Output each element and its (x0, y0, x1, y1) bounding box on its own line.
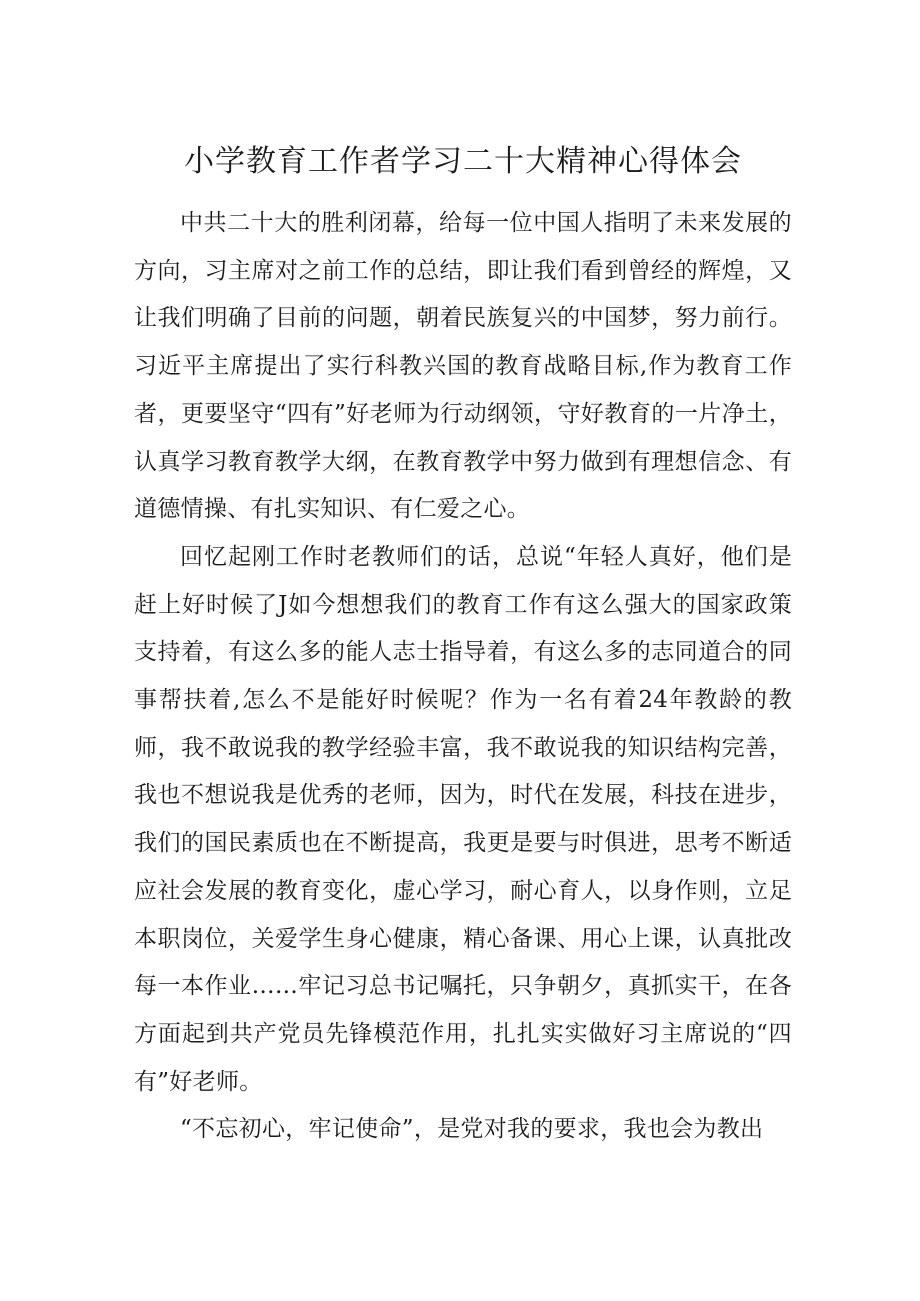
document-body (134, 200, 792, 1154)
paragraph-1: 中共二十大的胜利闭幕，给每一位中国人指明了未来发展的方向，习主席对之前工作的总结，即让我们看到曾经的辉煌，又让我们明确了目前的问题，朝着民族复兴的中国梦，努力前行。习近平主席提出了实行科教兴国的教育战略目标,作为教育工作者，更要坚守“四有”好老师为行动纲领，守好教育的一片净土，认真学习教育教学大纲，在教育教学中努力做到有理想信念、有道德情操、有扎实知识、有仁爱之心。 (134, 210, 792, 523)
paragraph-2: 回忆起刚工作时老教师们的话，总说“年轻人真好，他们是赶上好时候了J如今想想我们的教育工作有这么强大的国家政策支持着，有这么多的能人志士指导着，有这么多的志同道合的同事帮扶着,怎么不是能好时候呢？作为一名有着24年教龄的教师，我不敢说我的教学经验丰富，我不敢说我的知识结构完善，我也不想说我是优秀的老师，因为，时代在发展，科技在进步，我们的国民素质也在不断提高，我更是要与时俱进，思考不断适应社会发展的教育变化，虚心学习，耐心育人，以身作则，立足本职岗位，关爱学生身心健康，精心备课、用心上课，认真批改每一本作业……牢记习总书记嘱托，只争朝夕，真抓实干，在各方面起到共产党员先锋模范作用，扎扎实实做好习主席说的“四有”好老师。 (134, 543, 792, 1095)
document-title: 小学教育工作者学习二十大精神心得体会 (184, 144, 742, 179)
paragraph-3: “不忘初心，牢记使命”，是党对我的要求，我也会为教出 (180, 1116, 764, 1143)
